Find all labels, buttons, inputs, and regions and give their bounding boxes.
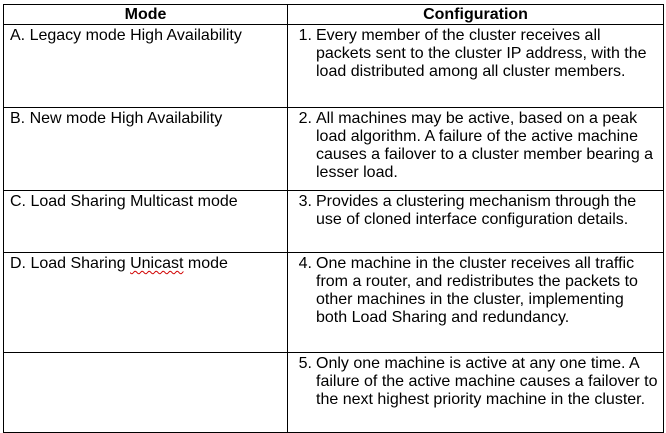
table-row xyxy=(4,108,664,191)
config-cell xyxy=(288,353,664,433)
header-row xyxy=(4,5,664,25)
config-cell xyxy=(288,253,664,353)
item-number: 1. xyxy=(298,27,312,44)
item-number: 2. xyxy=(298,110,312,127)
spellcheck-word: Unicast xyxy=(130,255,184,272)
mode-cell xyxy=(4,253,288,353)
mode-cell xyxy=(4,353,288,433)
item-number: 3. xyxy=(298,193,312,210)
config-cell xyxy=(288,191,664,253)
mode-cell: B. New mode High Availability xyxy=(4,108,288,191)
config-text: All machines may be active, based on a peak load algorithm. A failure of the active machine causes a failover to a cluster member bearing a lesser load. xyxy=(316,110,654,181)
table-row xyxy=(4,25,664,108)
mode-cell: C. Load Sharing Multicast mode xyxy=(4,191,288,253)
config-text: One machine in the cluster receives all traffic from a router, and redistributes the packets to other machines in the cluster, implementing both Load Sharing and redundancy. xyxy=(316,255,638,326)
mode-configuration-table xyxy=(3,4,664,433)
mode-suffix: mode xyxy=(183,255,228,272)
mode-cell: A. Legacy mode High Availability xyxy=(4,25,288,108)
table-row xyxy=(4,353,664,433)
table-row xyxy=(4,191,664,253)
table-row xyxy=(4,253,664,353)
header-configuration: Configuration xyxy=(288,5,664,25)
config-text: Every member of the cluster receives all packets sent to the cluster IP address, with the load distributed among all cluster members. xyxy=(316,27,647,80)
item-number: 4. xyxy=(298,255,312,272)
item-number: 5. xyxy=(298,355,312,372)
config-cell xyxy=(288,108,664,191)
mode-prefix: D. Load Sharing xyxy=(10,255,131,272)
header-mode: Mode xyxy=(4,5,288,25)
config-cell xyxy=(288,25,664,108)
config-text: Provides a clustering mechanism through the use of cloned interface configuration details. xyxy=(316,193,637,228)
config-text: Only one machine is active at any one time. A failure of the active machine causes a failover to the next highest priority machine in the cluster. xyxy=(316,355,658,408)
